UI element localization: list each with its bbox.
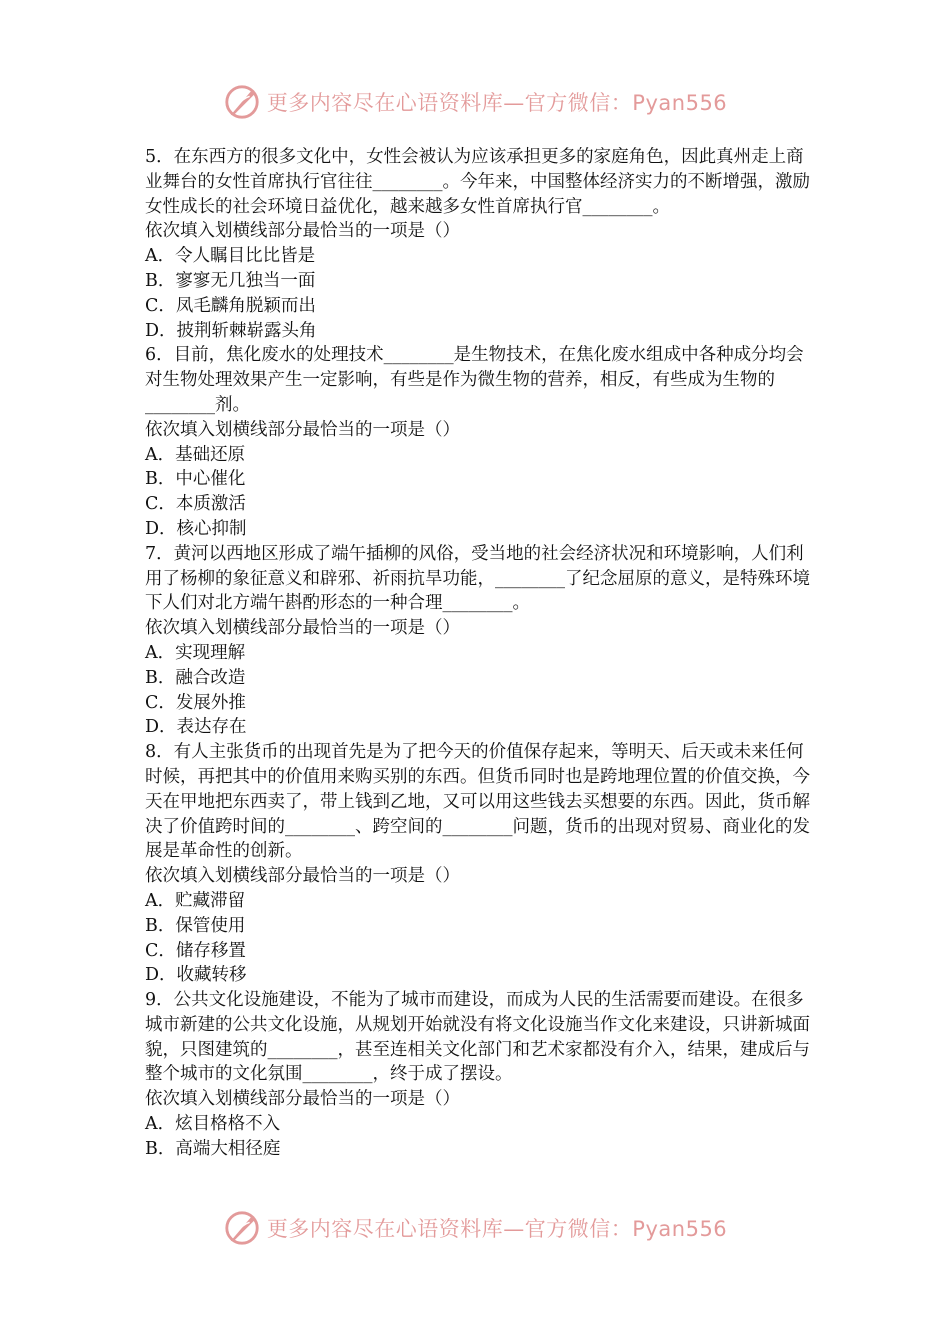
question-prompt: 依次填入划横线部分最恰当的一项是（） <box>145 419 460 440</box>
question-prompt: 依次填入划横线部分最恰当的一项是（） <box>145 221 460 242</box>
option-b: B．寥寥无几独当一面 <box>145 270 316 291</box>
option-a: A．炫目格格不入 <box>145 1114 281 1135</box>
question-6 <box>145 343 820 541</box>
option-b: B．保管使用 <box>145 915 246 936</box>
question-stem: 8．有人主张货币的出现首先是为了把今天的价值保存起来，等明天、后天或未来任何时候，再把其中的价值用来购买别的东西。但货币同时也是跨地理位置的价值交换，今天在甲地把东西卖了，带上钱到乙地，又可以用这些钱去买想要的东西。因此，货币解决了价值跨时间的________、跨空间的________问题，货币的出现对贸易、商业化的发展是革命性的创新。 <box>145 742 810 862</box>
question-7 <box>145 542 820 740</box>
option-d: D．核心抑制 <box>145 518 247 539</box>
option-a: A．贮藏滞留 <box>145 890 246 911</box>
question-stem: 5．在东西方的很多文化中，女性会被认为应该承担更多的家庭角色，因此真州走上商业舞台的女性首席执行官往往________。今年来，中国整体经济实力的不断增强，激励女性成长的社会环境日益优化，越来越多女性首席执行官________。 <box>145 147 810 217</box>
option-c: C．储存移置 <box>145 940 246 961</box>
option-a: A．令人瞩目比比皆是 <box>145 246 316 267</box>
option-c: C．凤毛麟角脱颖而出 <box>145 295 316 316</box>
question-prompt: 依次填入划横线部分最恰当的一项是（） <box>145 1089 460 1110</box>
option-b: B．中心催化 <box>145 469 246 490</box>
question-prompt: 依次填入划横线部分最恰当的一项是（） <box>145 618 460 639</box>
option-b: B．融合改造 <box>145 667 246 688</box>
option-d: D．表达存在 <box>145 717 247 738</box>
option-a: A．基础还原 <box>145 444 246 465</box>
option-d: D．披荆斩棘崭露头角 <box>145 320 317 341</box>
question-list <box>145 145 820 1162</box>
option-c: C．本质激活 <box>145 494 246 515</box>
question-prompt: 依次填入划横线部分最恰当的一项是（） <box>145 866 460 887</box>
quill-logo-icon <box>223 83 261 121</box>
option-b: B．高端大相径庭 <box>145 1138 281 1159</box>
question-5 <box>145 145 820 343</box>
question-stem: 7．黄河以西地区形成了端午插柳的风俗，受当地的社会经济状况和环境影响，人们利用了杨柳的象征意义和辟邪、祈雨抗旱功能，________了纪念屈原的意义，是特殊环境下人们对北方端午斟酌形态的一种合理________。 <box>145 543 810 614</box>
footer-banner-text: 更多内容尽在心语资料库—官方微信：Pyan556 <box>266 1217 728 1241</box>
header-banner <box>0 82 950 122</box>
question-9 <box>145 988 820 1162</box>
quill-logo-icon <box>223 1209 261 1247</box>
option-c: C．发展外推 <box>145 692 246 713</box>
question-stem: 9．公共文化设施建设，不能为了城市而建设，而成为人民的生活需要而建设。在很多城市新建的公共文化设施，从规划开始就没有将文化设施当作文化来建设，只讲新城面貌，只图建筑的________，甚至连相关文化部门和艺术家都没有介入，结果，建成后与整个城市的文化氛围________，终于成了摆设。 <box>145 990 810 1085</box>
question-stem: 6．目前，焦化废水的处理技术________是生物技术，在焦化废水组成中各种成分均会对生物处理效果产生一定影响，有些是作为微生物的营养，相反，有些成为生物的________剂。 <box>145 345 804 415</box>
question-8 <box>145 740 820 988</box>
header-banner-text: 更多内容尽在心语资料库—官方微信：Pyan556 <box>266 91 728 115</box>
option-d: D．收藏转移 <box>145 965 247 986</box>
option-a: A．实现理解 <box>145 642 246 663</box>
footer-banner <box>0 1208 950 1248</box>
